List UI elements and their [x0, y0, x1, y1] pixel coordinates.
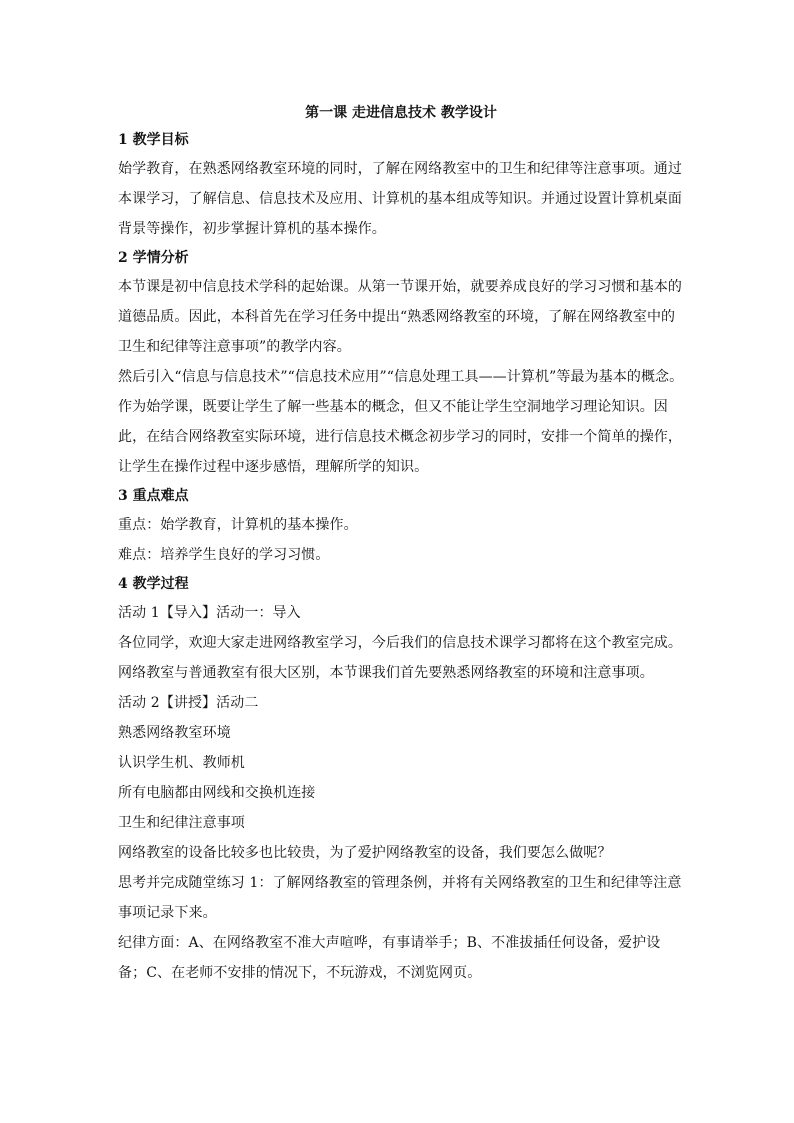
- section-heading-key-points: 3 重点难点: [118, 488, 189, 504]
- section-heading-student-analysis: 2 学情分析: [118, 250, 189, 266]
- document-body: [118, 100, 684, 988]
- paragraph: 所有电脑都由网线和交换机连接: [118, 785, 316, 801]
- paragraph: 重点：始学教育，计算机的基本操作。: [118, 517, 358, 533]
- paragraph: 认识学生机、教师机: [118, 755, 245, 771]
- paragraph: 活动 2【讲授】活动二: [118, 695, 259, 711]
- paragraph: 始学教育，在熟悉网络教室环境的同时，了解在网络教室中的卫生和纪律等注意事项。通过本课学习，了解信息、信息技术及应用、计算机的基本组成等知识。并通过设置计算机桌面背景等操作，初步掌握计算机的基本操作。: [118, 161, 682, 237]
- paragraph: 活动 1【导入】活动一：导入: [118, 605, 301, 621]
- section-heading-objectives: 1 教学目标: [118, 132, 189, 148]
- paragraph: 各位同学，欢迎大家走进网络教室学习，今后我们的信息技术课学习都将在这个教室完成。网络教室与普通教室有很大区别，本节课我们首先要熟悉网络教室的环境和注意事项。: [118, 635, 682, 681]
- paragraph: 卫生和纪律注意事项: [118, 815, 245, 831]
- paragraph: 然后引入“信息与信息技术”“信息技术应用”“信息处理工具——计算机”等最为基本的概念。作为始学课，既要让学生了解一些基本的概念，但又不能让学生空洞地学习理论知识。因此，在结合网络教室实际环境，进行信息技术概念初步学习的同时，安排一个简单的操作，让学生在操作过程中逐步感悟，理解所学的知识。: [118, 369, 684, 475]
- paragraph: 思考并完成随堂练习 1：了解网络教室的管理条例，并将有关网络教室的卫生和纪律等注意事项记录下来。: [118, 875, 682, 921]
- paragraph: 网络教室的设备比较多也比较贵，为了爱护网络教室的设备，我们要怎么做呢？: [118, 845, 612, 861]
- paragraph: 难点：培养学生良好的学习习惯。: [118, 547, 330, 563]
- paragraph: 本节课是初中信息技术学科的起始课。从第一节课开始，就要养成良好的学习习惯和基本的道德品质。因此，本科首先在学习任务中提出“熟悉网络教室的环境，了解在网络教室中的卫生和纪律等注意事项”的教学内容。: [118, 279, 682, 355]
- section-heading-teaching-process: 4 教学过程: [118, 576, 189, 592]
- paragraph: 纪律方面：A、在网络教室不准大声喧哗，有事请举手；B、不准拔插任何设备，爱护设备；C、在老师不安排的情况下，不玩游戏，不浏览网页。: [118, 935, 661, 981]
- paragraph: 熟悉网络教室环境: [118, 725, 231, 741]
- document-title: 第一课 走进信息技术 教学设计: [305, 105, 497, 121]
